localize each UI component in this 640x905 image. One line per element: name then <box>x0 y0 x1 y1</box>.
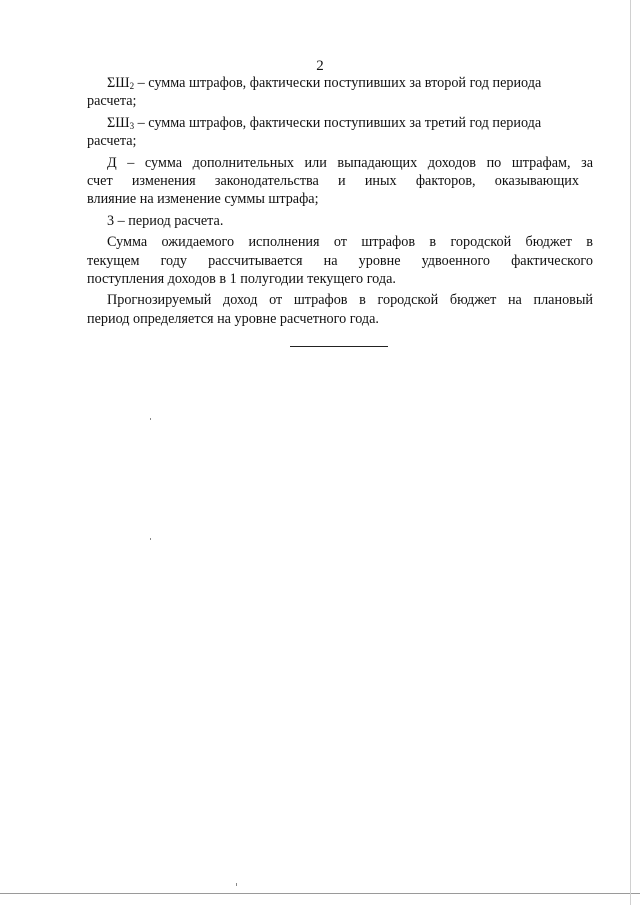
document-body <box>87 74 593 331</box>
subscript-3: 3 <box>129 120 135 131</box>
paragraph-text: расчета; <box>87 133 137 150</box>
paragraph-text: поступления доходов в 1 полугодии текущего года. <box>87 271 396 288</box>
paragraph-expected-execution <box>87 233 593 288</box>
paragraph-text: период определяется на уровне расчетного года. <box>87 310 379 327</box>
paragraph-text: влияние на изменение суммы штрафа; <box>87 191 319 208</box>
sum-symbol-3: ΣШ <box>107 114 130 131</box>
scan-speck <box>150 418 151 420</box>
paragraph-text: – сумма штрафов, фактически поступивших за второй год периода <box>134 75 542 91</box>
paragraph-text: – сумма штрафов, фактически поступивших за третий год периода <box>134 114 542 131</box>
paragraph-text: Д – сумма дополнительных или выпадающих доходов по штрафам, за <box>107 154 593 171</box>
sum-symbol-2: ΣШ <box>107 75 130 91</box>
paragraph-text: Сумма ожидаемого исполнения от штрафов в городской бюджет в <box>107 234 593 251</box>
paragraph-text: Прогнозируемый доход от штрафов в городской бюджет на плановый <box>107 292 593 309</box>
paragraph-additional-income <box>87 154 593 209</box>
separator-line <box>290 346 388 347</box>
paragraph-text: расчета; <box>87 93 137 110</box>
scan-edge-right <box>630 0 631 905</box>
scan-edge-bottom <box>0 893 640 894</box>
paragraph-sum-fines-year2 <box>87 74 593 111</box>
paragraph-period <box>87 212 593 230</box>
page-number: 2 <box>316 58 324 74</box>
paragraph-text: текущем году рассчитывается на уровне удвоенного фактического <box>87 252 593 269</box>
scan-speck <box>236 883 237 886</box>
scan-speck <box>150 538 151 540</box>
paragraph-forecast-income <box>87 291 593 328</box>
paragraph-sum-fines-year3 <box>87 114 593 151</box>
paragraph-text: 3 – период расчета. <box>107 212 224 229</box>
subscript-2: 2 <box>129 81 135 91</box>
paragraph-text: счет изменения законодательства и иных факторов, оказывающих <box>87 173 579 190</box>
